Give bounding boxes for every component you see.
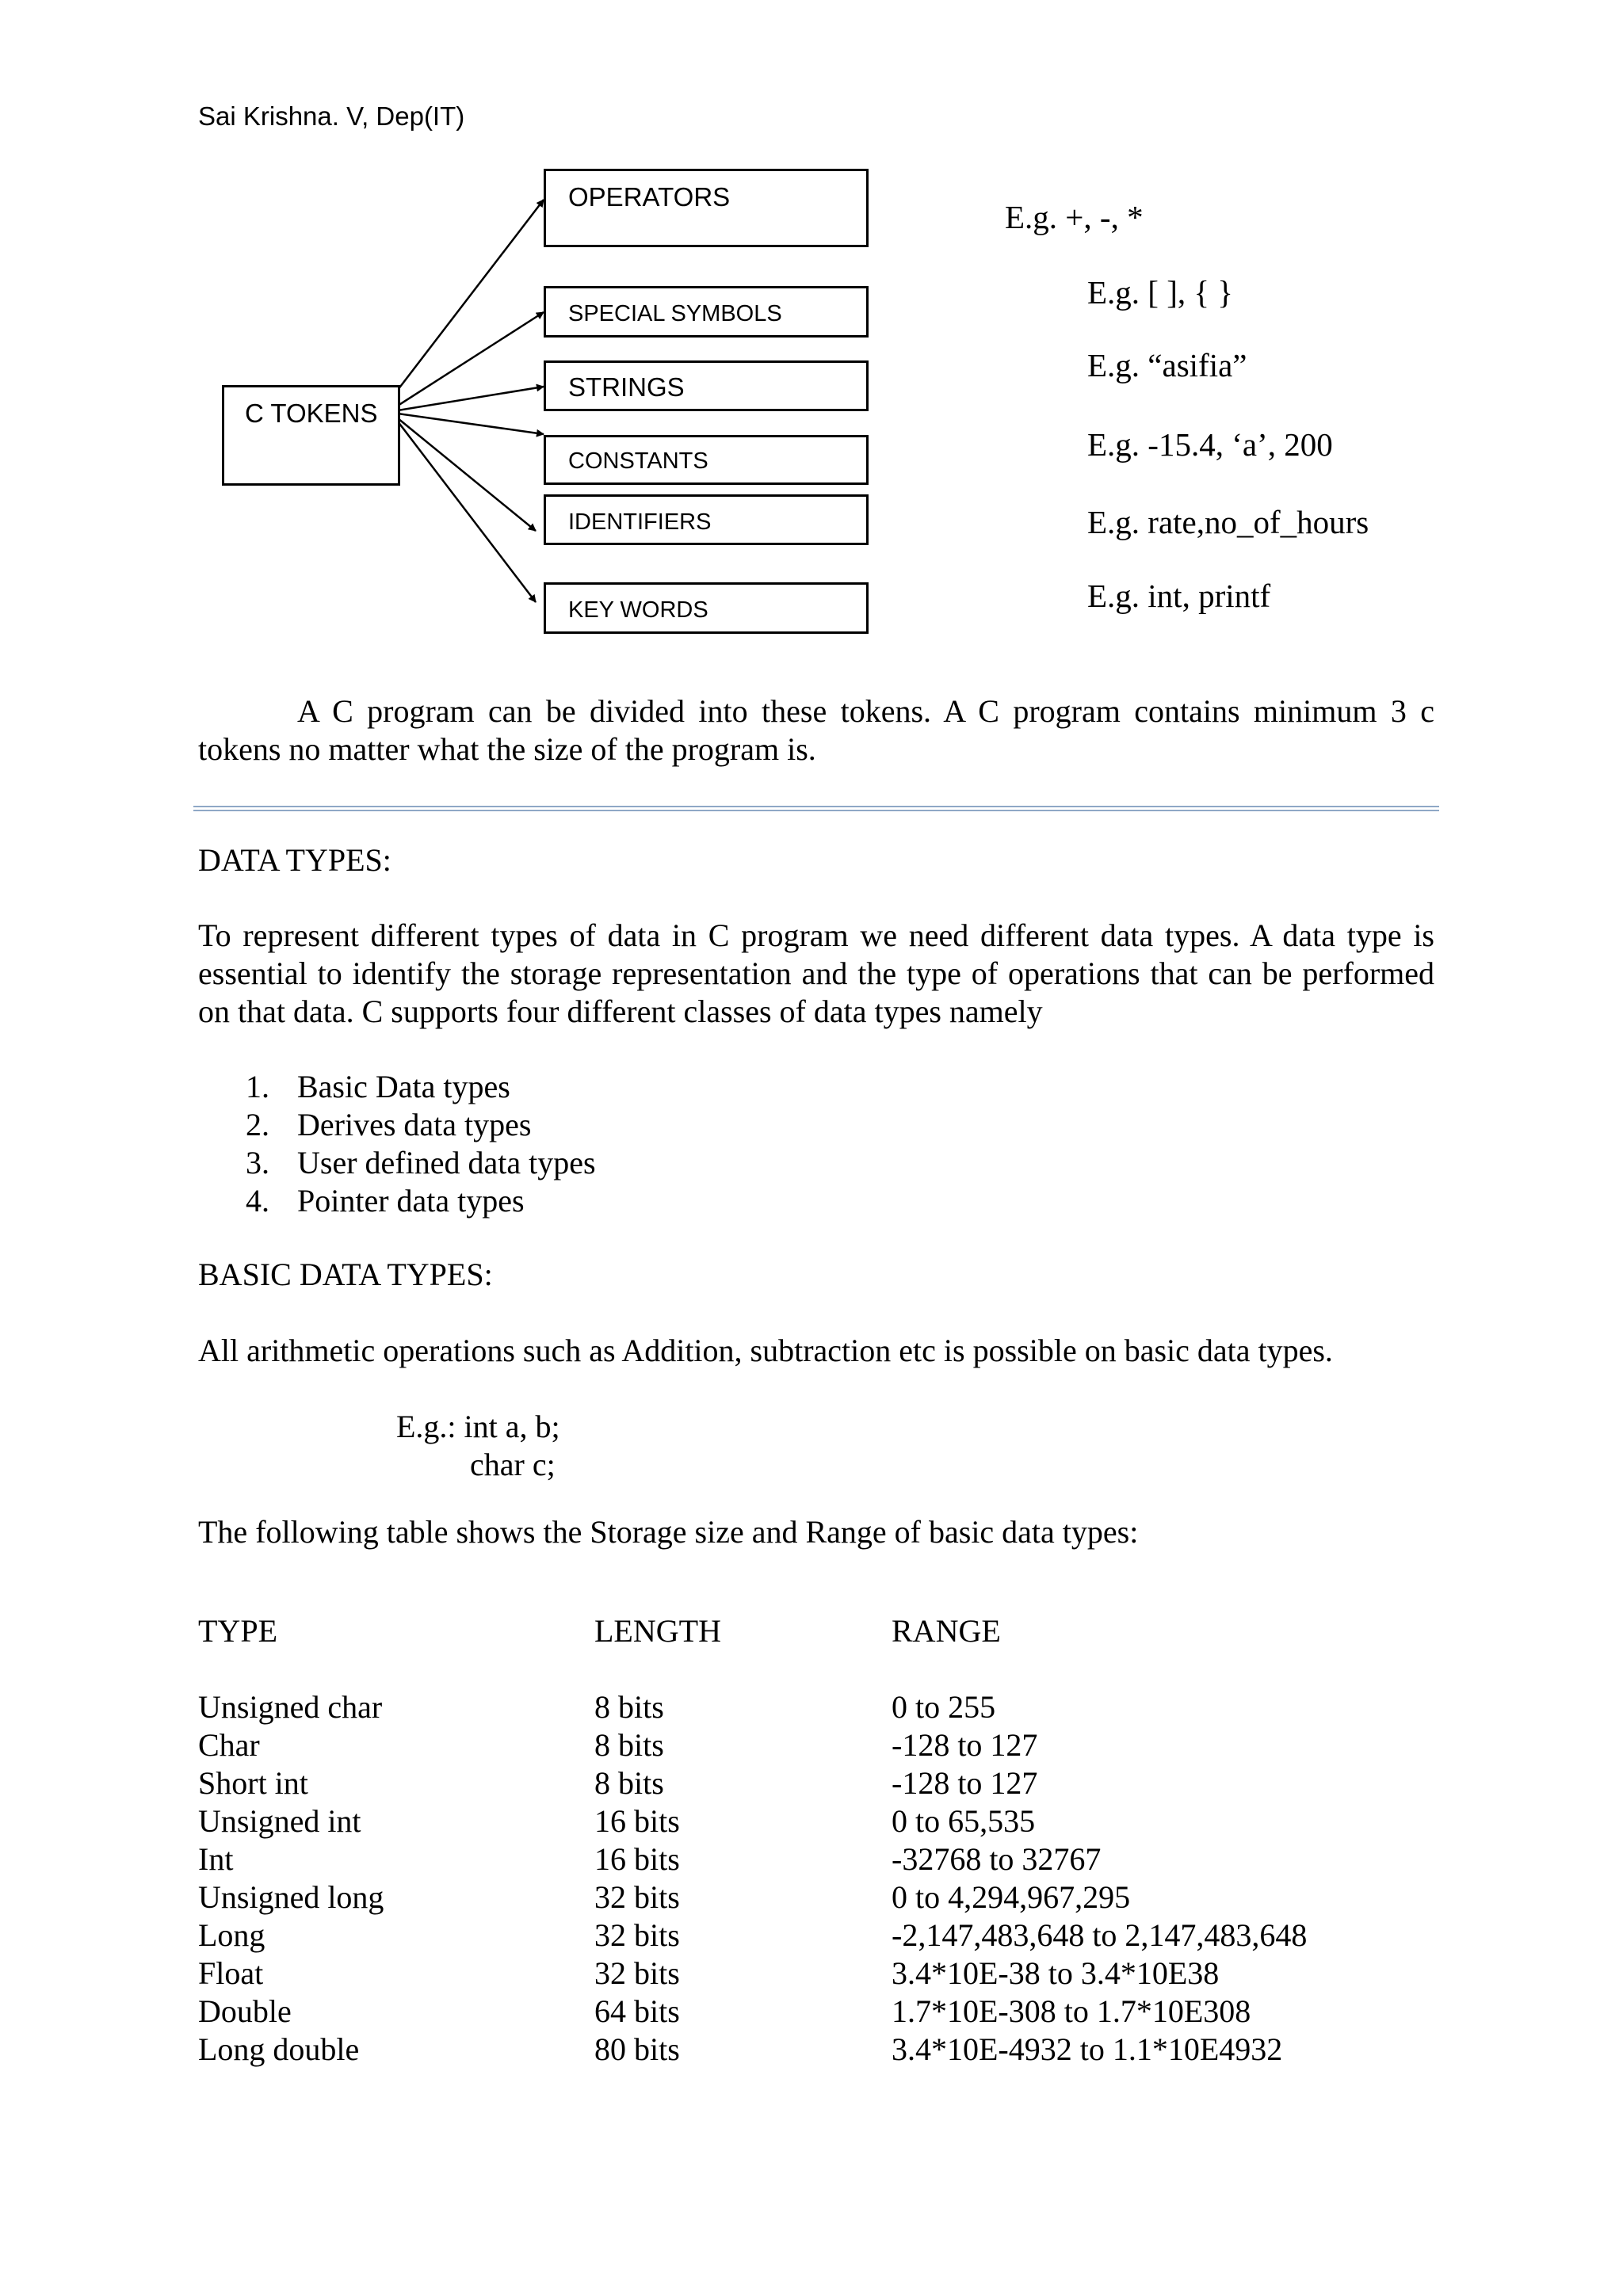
- data-types-paragraph: To represent different types of data in C program we need different data types. A data type is essential to identify the storage representation and the type of operations that can be performed on that data. C supports four different classes of data types namely: [198, 917, 1434, 1029]
- cell-range: 1.7*10E-308 to 1.7*10E308: [892, 1993, 1251, 2029]
- cell-length: 16 bits: [594, 1803, 680, 1839]
- cell-length: 32 bits: [594, 1917, 680, 1953]
- data-types-list: [246, 1068, 596, 1220]
- table-header-length: LENGTH: [594, 1613, 721, 1649]
- list-item: 2. Derives data types: [246, 1107, 532, 1142]
- table-intro: The following table shows the Storage size and Range of basic data types:: [198, 1514, 1139, 1550]
- cell-range: 0 to 255: [892, 1689, 996, 1725]
- header-author: Sai Krishna. V, Dep(IT): [198, 101, 465, 131]
- example-strings: E.g. “asifia”: [1087, 347, 1247, 383]
- example-key-words: E.g. int, printf: [1087, 578, 1271, 614]
- example-constants: E.g. -15.4, ‘a’, 200: [1087, 426, 1333, 463]
- cell-type: Long: [198, 1917, 265, 1953]
- arrow-operators: [398, 200, 544, 390]
- basic-data-types-heading: BASIC DATA TYPES:: [198, 1257, 493, 1292]
- list-item: 1. Basic Data types: [246, 1069, 510, 1104]
- cell-length: 32 bits: [594, 1879, 680, 1915]
- cell-range: 3.4*10E-4932 to 1.1*10E4932: [892, 2031, 1283, 2067]
- example-identifiers: E.g. rate,no_of_hours: [1087, 504, 1369, 540]
- token-box-constants: CONSTANTS: [544, 435, 869, 485]
- cell-range: -2,147,483,648 to 2,147,483,648: [892, 1917, 1308, 1953]
- cell-type: Unsigned int: [198, 1803, 361, 1839]
- example-operators: E.g. +, -, *: [1005, 199, 1144, 235]
- arrow-identifiers: [398, 418, 536, 531]
- data-types-heading: DATA TYPES:: [198, 842, 391, 878]
- cell-range: -128 to 127: [892, 1765, 1038, 1801]
- cell-length: 8 bits: [594, 1727, 664, 1763]
- token-box-special-symbols: SPECIAL SYMBOLS: [544, 286, 869, 338]
- cell-length: 80 bits: [594, 2031, 680, 2067]
- section-divider: [193, 806, 1439, 811]
- cell-type: Unsigned long: [198, 1879, 384, 1915]
- cell-length: 64 bits: [594, 1993, 680, 2029]
- c-tokens-box: C TOKENS: [222, 385, 400, 486]
- cell-range: 0 to 4,294,967,295: [892, 1879, 1131, 1915]
- cell-range: 3.4*10E-38 to 3.4*10E38: [892, 1955, 1220, 1991]
- cell-range: 0 to 65,535: [892, 1803, 1036, 1839]
- arrow-strings: [398, 387, 544, 410]
- cell-length: 32 bits: [594, 1955, 680, 1991]
- token-box-operators: OPERATORS: [544, 169, 869, 247]
- cell-type: Unsigned char: [198, 1689, 383, 1725]
- cell-length: 16 bits: [594, 1841, 680, 1877]
- cell-type: Char: [198, 1727, 260, 1763]
- cell-type: Double: [198, 1993, 292, 2029]
- token-box-identifiers: IDENTIFIERS: [544, 494, 869, 545]
- arrow-key-words: [398, 421, 536, 602]
- cell-type: Int: [198, 1841, 234, 1877]
- cell-range: -32768 to 32767: [892, 1841, 1102, 1877]
- cell-type: Short int: [198, 1765, 308, 1801]
- example-special-symbols: E.g. [ ], { }: [1087, 274, 1233, 311]
- list-item: 3. User defined data types: [246, 1145, 596, 1180]
- arrow-constants: [398, 414, 544, 434]
- cell-length: 8 bits: [594, 1689, 664, 1725]
- list-item: 4. Pointer data types: [246, 1183, 525, 1219]
- basic-data-types-paragraph: All arithmetic operations such as Addition, subtraction etc is possible on basic data types.: [198, 1333, 1333, 1368]
- cell-length: 8 bits: [594, 1765, 664, 1801]
- cell-type: Long double: [198, 2031, 360, 2067]
- code-example-line1: E.g.: int a, b;: [396, 1409, 560, 1444]
- token-box-strings: STRINGS: [544, 360, 869, 411]
- code-example-line2: char c;: [470, 1447, 556, 1482]
- cell-type: Float: [198, 1955, 264, 1991]
- token-box-key-words: KEY WORDS: [544, 582, 869, 634]
- intro-paragraph: A C program can be divided into these tokens. A C program contains minimum 3 c tokens no matter what the size of the program is.: [198, 693, 1434, 767]
- table-header-range: RANGE: [892, 1613, 1001, 1649]
- table-header-type: TYPE: [198, 1613, 277, 1649]
- arrow-special-symbols: [398, 312, 544, 406]
- cell-range: -128 to 127: [892, 1727, 1038, 1763]
